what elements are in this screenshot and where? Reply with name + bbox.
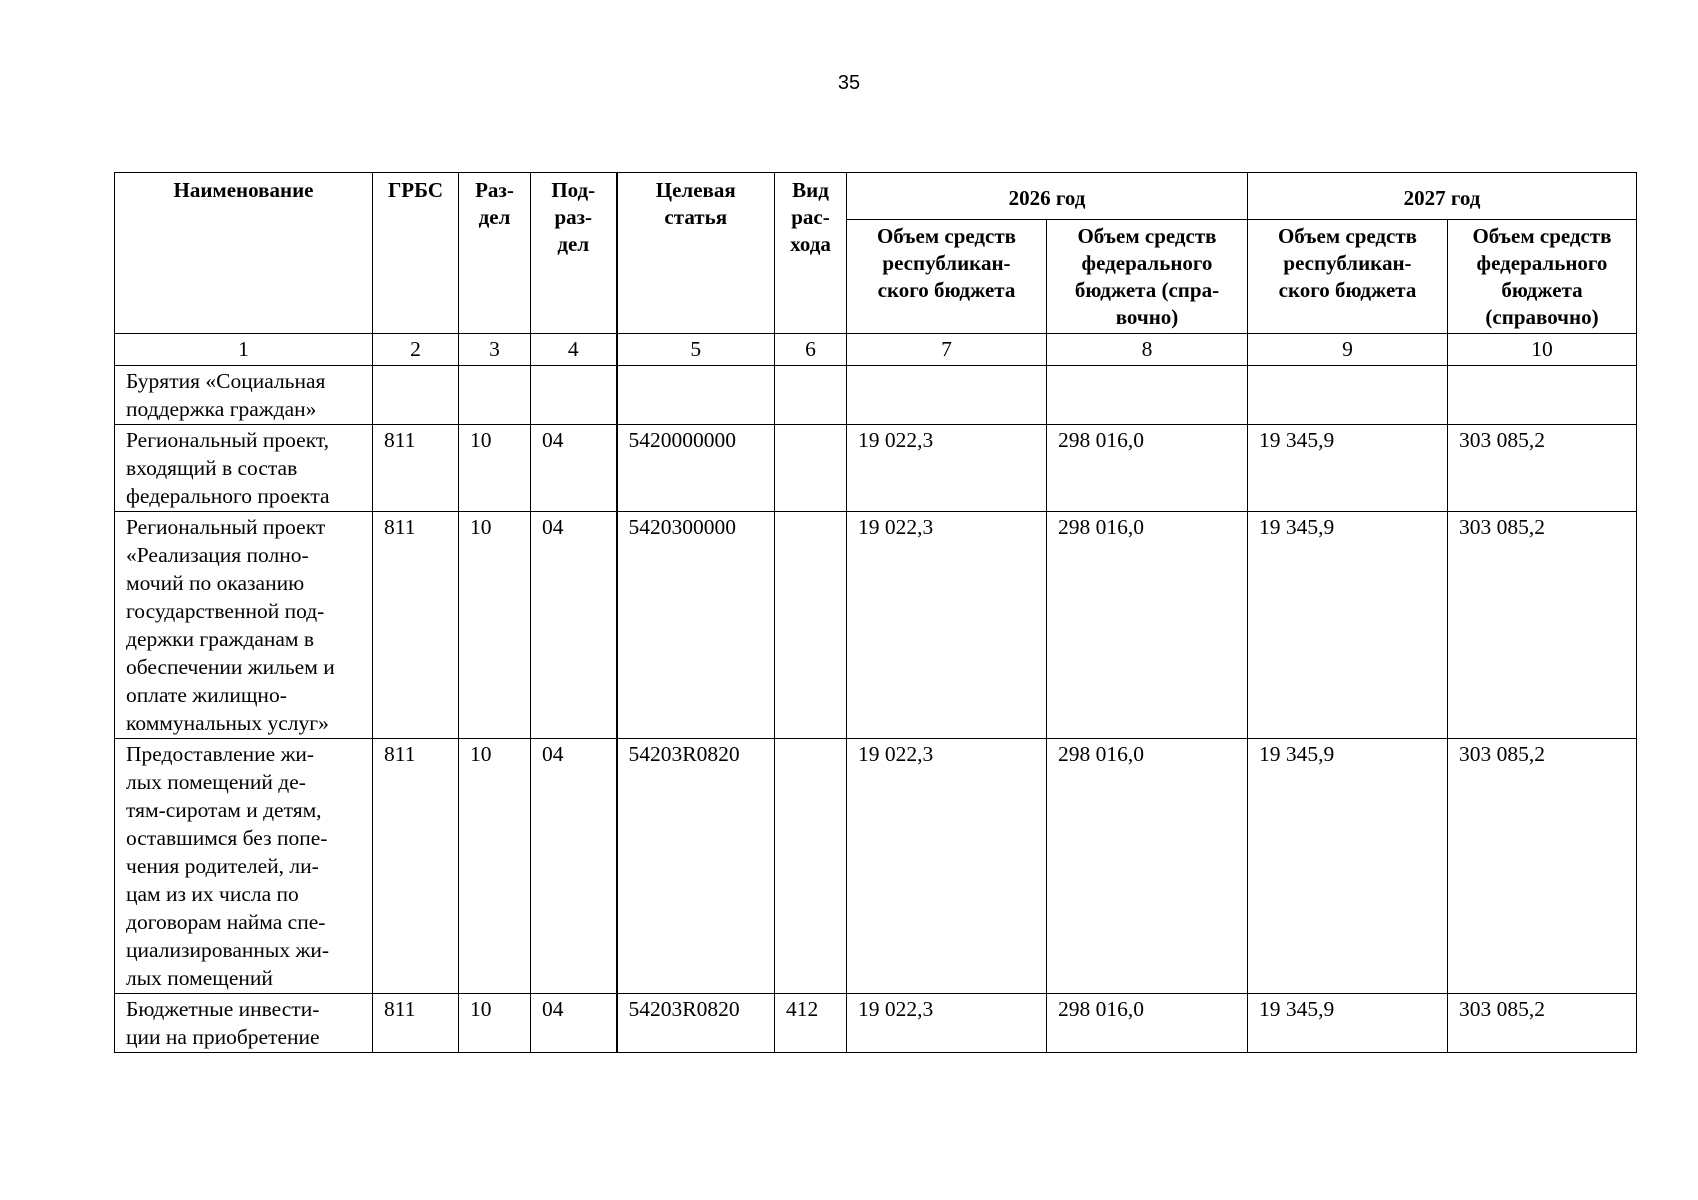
row-podrazdel: 04 xyxy=(531,512,617,739)
row-podrazdel xyxy=(531,366,617,425)
row-2027-federal: 303 085,2 xyxy=(1448,425,1637,512)
column-number: 5 xyxy=(617,334,775,366)
table-row xyxy=(115,366,1637,425)
row-target: 54203R0820 xyxy=(617,739,775,994)
row-target: 5420300000 xyxy=(617,512,775,739)
row-target xyxy=(617,366,775,425)
header-target: Целевая статья xyxy=(617,173,775,334)
row-2026-republican: 19 022,3 xyxy=(847,425,1047,512)
row-vid: 412 xyxy=(775,994,847,1053)
row-podrazdel: 04 xyxy=(531,425,617,512)
row-2027-republican: 19 345,9 xyxy=(1248,425,1448,512)
column-number: 6 xyxy=(775,334,847,366)
column-number: 9 xyxy=(1248,334,1448,366)
row-name: Бурятия «Социальная поддержка граждан» xyxy=(115,366,373,425)
row-grbs: 811 xyxy=(373,425,459,512)
row-grbs xyxy=(373,366,459,425)
column-number: 1 xyxy=(115,334,373,366)
row-razdel: 10 xyxy=(459,994,531,1053)
header-razdel: Раз- дел xyxy=(459,173,531,334)
row-2027-federal: 303 085,2 xyxy=(1448,739,1637,994)
row-razdel: 10 xyxy=(459,425,531,512)
column-number-row xyxy=(115,334,1637,366)
column-number: 10 xyxy=(1448,334,1637,366)
header-podrazdel: Под- раз- дел xyxy=(531,173,617,334)
header-year-2026: 2026 год xyxy=(847,173,1248,220)
row-podrazdel: 04 xyxy=(531,739,617,994)
row-razdel: 10 xyxy=(459,512,531,739)
row-razdel xyxy=(459,366,531,425)
table-row xyxy=(115,994,1637,1053)
row-grbs: 811 xyxy=(373,512,459,739)
header-2027-republican: Объем средств республикан- ского бюджета xyxy=(1248,220,1448,334)
row-name: Региональный проект, входящий в состав федерального проекта xyxy=(115,425,373,512)
table-row xyxy=(115,739,1637,994)
column-number: 2 xyxy=(373,334,459,366)
row-2026-republican: 19 022,3 xyxy=(847,994,1047,1053)
page-number: 35 xyxy=(837,72,861,94)
row-2026-federal xyxy=(1047,366,1248,425)
row-name: Региональный проект «Реализация полно- мочий по оказанию государственной под- держки гражданам в обеспечении жильем и оплате жилищно- коммунальных услуг» xyxy=(115,512,373,739)
row-2026-republican xyxy=(847,366,1047,425)
row-grbs: 811 xyxy=(373,739,459,994)
header-2026-federal: Объем средств федерального бюджета (спра- вочно) xyxy=(1047,220,1248,334)
row-2027-republican: 19 345,9 xyxy=(1248,994,1448,1053)
row-vid xyxy=(775,366,847,425)
row-2027-federal: 303 085,2 xyxy=(1448,994,1637,1053)
column-number: 7 xyxy=(847,334,1047,366)
header-vid: Вид рас- хода xyxy=(775,173,847,334)
row-2026-republican: 19 022,3 xyxy=(847,739,1047,994)
header-name: Наименование xyxy=(115,173,373,334)
row-vid xyxy=(775,425,847,512)
table-row xyxy=(115,512,1637,739)
column-number: 8 xyxy=(1047,334,1248,366)
row-2027-republican: 19 345,9 xyxy=(1248,512,1448,739)
header-2027-federal: Объем средств федерального бюджета (справочно) xyxy=(1448,220,1637,334)
row-podrazdel: 04 xyxy=(531,994,617,1053)
budget-table xyxy=(114,172,1637,1053)
row-target: 54203R0820 xyxy=(617,994,775,1053)
row-2027-republican xyxy=(1248,366,1448,425)
header-row xyxy=(115,173,1637,220)
row-target: 5420000000 xyxy=(617,425,775,512)
row-2027-federal: 303 085,2 xyxy=(1448,512,1637,739)
row-name: Предоставление жи- лых помещений де- тям-сиротам и детям, оставшимся без попе- чения родителей, ли- цам из их числа по договорам найма спе- циализированных жи- лых помещений xyxy=(115,739,373,994)
column-number: 3 xyxy=(459,334,531,366)
row-2027-federal xyxy=(1448,366,1637,425)
table-row xyxy=(115,425,1637,512)
row-2027-republican: 19 345,9 xyxy=(1248,739,1448,994)
row-name: Бюджетные инвести- ции на приобретение xyxy=(115,994,373,1053)
header-2026-republican: Объем средств республикан- ского бюджета xyxy=(847,220,1047,334)
row-2026-federal: 298 016,0 xyxy=(1047,512,1248,739)
row-2026-federal: 298 016,0 xyxy=(1047,994,1248,1053)
row-2026-federal: 298 016,0 xyxy=(1047,739,1248,994)
row-vid xyxy=(775,512,847,739)
row-2026-republican: 19 022,3 xyxy=(847,512,1047,739)
row-vid xyxy=(775,739,847,994)
row-razdel: 10 xyxy=(459,739,531,994)
header-year-2027: 2027 год xyxy=(1248,173,1637,220)
header-grbs: ГРБС xyxy=(373,173,459,334)
row-2026-federal: 298 016,0 xyxy=(1047,425,1248,512)
column-number: 4 xyxy=(531,334,617,366)
row-grbs: 811 xyxy=(373,994,459,1053)
